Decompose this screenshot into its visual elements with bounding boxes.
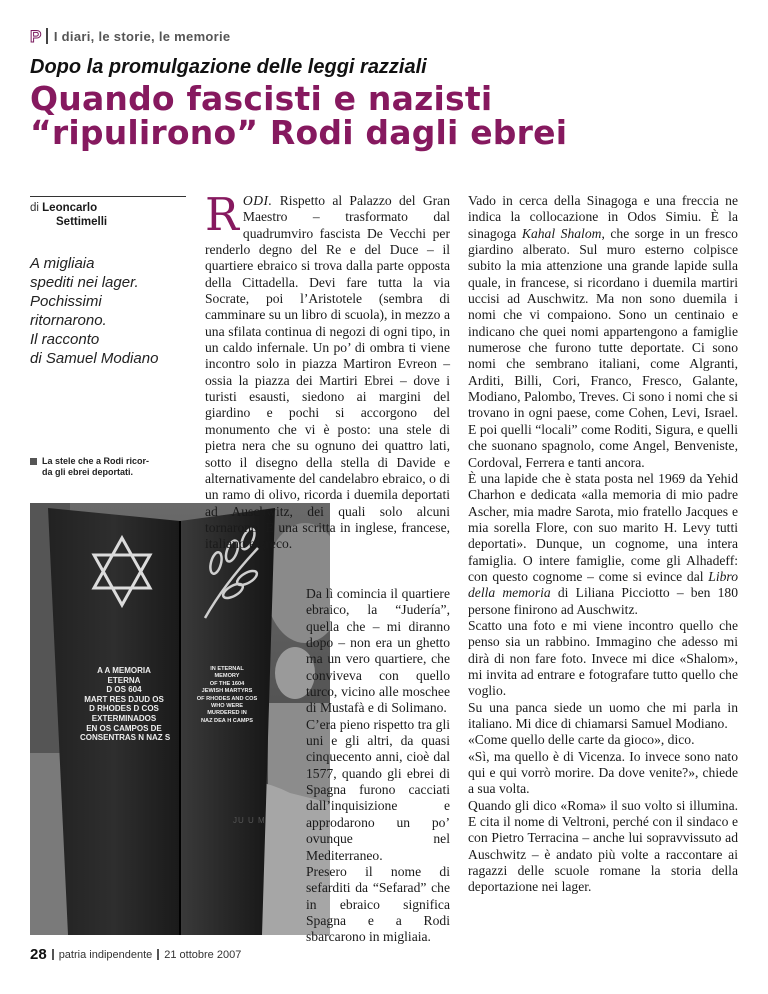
paragraph-text: di Liliana Picciotto – ben 180 persone finirono ad Auschwitz. [468, 585, 738, 617]
photo-background-text: JU U M [233, 816, 266, 825]
book-title: Libro della memoria [468, 568, 738, 601]
body-paragraph [468, 471, 738, 618]
body-paragraph: Quando gli dico «Roma» il suo volto si illumina. E cita il nome di Veltroni, perché con il sindaco e con Pietro Terracina – anche lui sopravvissuto ad Auschwitz – è andato più volte a raccontare ai ragazzi delle scuole romane la storia della deportazione nei lager. [468, 797, 738, 895]
photo-caption [30, 456, 190, 478]
inscription-line: D RHODES D COS [89, 704, 159, 714]
article-summary [30, 254, 188, 368]
stele-inscription-italian [80, 666, 171, 743]
body-paragraph [468, 193, 738, 471]
dateline: ODI. [242, 193, 273, 208]
page-footer [30, 946, 241, 963]
inscription-line: OF THE 1604 [209, 680, 245, 687]
caption-text [42, 456, 149, 478]
synagogue-name: Kahal Shalom [521, 225, 602, 241]
headline-line-1: Quando fascisti e nazisti [30, 79, 493, 118]
author-byline [30, 201, 186, 229]
body-paragraph: «Sì, ma quello è di Vicenza. Io invece sono nato qui e qui vorrò morire. Da dove venite?», chiede a sua volta. [468, 748, 738, 797]
footer-divider [157, 949, 159, 960]
summary-line: A migliaia [30, 255, 95, 272]
summary-line: Pochissimi [30, 293, 102, 310]
paragraph-text: Rispetto al Palazzo del Gran Maestro – trasformato dal quadrumviro fascista De Vecchi per renderlo degno del Re e del Duce – il quartiere ebraico si trova dalla parte opposta della Cittadella. Devi fare tutta la via Socrate, poi l’Aristotele (sembra di camminare su un libro di scuola), in mezzo a una sfilata continua di negozi di ogni tipo, in un caldo infernale. Un po’ di ombra ti viene incontro solo in piazza Martiron Evreon – ossia la piazza dei Martiri Ebrei – dove i turisti esausti, siedono ai margini del giardino e pochi si accorgono del monumento che vi è posto: una stele di pietra nera che su ognuno dei quattro lati, sotto il disegno della stella di Davide e alternativamente del candelabro ebraico, o di un ramo di olivo, ricorda i duemila deportati ad Auschwitz, dei quali solo alcuni tornarono. È una scritta in inglese, francese, italiano e greco. [205, 193, 450, 552]
caption-line-2: da gli ebrei deportati. [42, 467, 134, 477]
body-column-1-continued [306, 586, 450, 946]
inscription-line: D OS 604 [106, 685, 142, 695]
paragraph-text: Vado in cerca della Sinagoga e una freccia ne indica la collocazione in Odos Simiu. È la sinagoga [468, 193, 738, 241]
body-paragraph: Da lì comincia il quartiere ebraico, la “Judería”, quella che – mi diranno dopo – non era un ghetto ma un vero quartiere, che conviveva con quello turco, vicino alle moschee di Mustafà e di Solimano. [306, 586, 450, 716]
article-headline [30, 79, 750, 152]
caption-bullet-icon [30, 458, 37, 465]
section-logo-letter: P [30, 26, 42, 46]
summary-line: Il racconto [30, 331, 100, 348]
inscription-line: A A MEMORIA [97, 666, 151, 675]
inscription-line: OF RHODES AND COS [196, 695, 258, 702]
inscription-line: IN ETERNAL [210, 666, 244, 672]
body-column-1 [205, 188, 450, 553]
paragraph-text: , che sorge in un fresco giardino alberato. Sul muro esterno colpisce subito la mia attenzione una grande lapide sulla quale, in francese, si ricordano i duemila martiri uccisi ad Auschwitz. Ma non sono duemila i nomi che vi compaiono. Sono un centinaio e indicano che quei nomi appartengono a famiglie numerose che furono tutte deportate. Ci sono nomi che sembrano italiani, come Algranti, Arditi, Billi, Cori, Franco, Fresco, Galante, Modiano, Palombo, Treves. Ci sono i nomi che si trovano in ogni paese, come Cohen, Levi, Israel. E poi quelli “locali” come Roditi, Sigura, e quelli che suonano spagnolo, come Angel, Benveniste, Cordoval, Ferrera e tanti ancora. [468, 225, 738, 470]
summary-line: ritornarono. [30, 312, 107, 329]
stele-illustration [30, 503, 330, 935]
body-paragraph: Presero il nome di sefarditi da “Sefarad” che in ebraico significa Spagna e a Rodi sbarcarono in migliaia. [306, 863, 450, 945]
magazine-name: patria indipendente [58, 948, 153, 961]
stele-inscription-english [192, 666, 262, 725]
author-prefix: di [30, 202, 39, 214]
drop-cap: R [205, 188, 239, 241]
author-last-name: Settimelli [56, 216, 108, 228]
inscription-line: MEMORY [214, 673, 240, 680]
inscription-line: EN OS CAMPOS DE [86, 723, 162, 733]
summary-line: spediti nei lager. [30, 274, 139, 291]
body-paragraph: C’era pieno rispetto tra gli uni e gli altri, da quasi cinquecento anni, cioè dal 1577, quando gli ebrei di Spagna furono cacciati dall’inquisizione e approdarono un po’ ovunque nel Mediterraneo. [306, 716, 450, 863]
caption-line-1: La stele che a Rodi ricor- [42, 456, 150, 466]
issue-date: 21 ottobre 2007 [164, 948, 242, 961]
footer-divider [52, 949, 54, 960]
author-first-name: Leoncarlo [42, 202, 98, 214]
inscription-line: JEWISH MARTYRS [201, 688, 253, 695]
author-divider [30, 196, 186, 197]
inscription-line: WHO WERE [210, 703, 243, 710]
inscription-line: MART RES DJUD OS [84, 694, 164, 704]
section-header [30, 26, 230, 46]
inscription-line: MURDERED IN [207, 710, 247, 717]
inscription-line: CONSENTRAS N NAZ S [80, 733, 171, 743]
article-kicker: Dopo la promulgazione delle leggi razziali [30, 56, 427, 78]
inscription-line: NAZ DEA H CAMPS [200, 717, 253, 724]
body-paragraph: Scatto una foto e mi viene incontro quello che penso sia un rabbino. Immagino che adesso mi dirà di non fare foto. Invece mi dice «Shalom», mi invita ad entrare e fotografare tutto quello che voglio. [468, 617, 738, 699]
body-paragraph [205, 188, 450, 553]
section-divider [46, 28, 48, 44]
body-column-2 [468, 193, 738, 896]
body-paragraph: «Come quello delle carte da gioco», dico. [468, 732, 695, 748]
paragraph-text: È una lapide che è stata posta nel 1969 da Yehid Charhon e dedicata «alla memoria di mio padre Ascher, mia madre Sarota, mio fratello Jacques e mia sorella Flore, con suo marito H. Levy tutti deportati». Dunque, un cognome, una intera famiglia. O intere famiglie, come gli Alhadeff: con questo cognome – come si evince dal [468, 470, 738, 584]
body-paragraph: Su una panca siede un uomo che mi parla in italiano. Mi dice di chiamarsi Samuel Modiano. [468, 699, 738, 731]
section-title: I diari, le storie, le memorie [53, 28, 231, 44]
headline-line-2: “ripulirono” Rodi dagli ebrei [30, 113, 568, 152]
page-number: 28 [30, 946, 47, 963]
inscription-line: ETERNA [107, 675, 141, 685]
summary-line: di Samuel Modiano [30, 350, 159, 367]
inscription-line: EXTERMINADOS [91, 713, 157, 723]
stele-photo [30, 503, 330, 935]
